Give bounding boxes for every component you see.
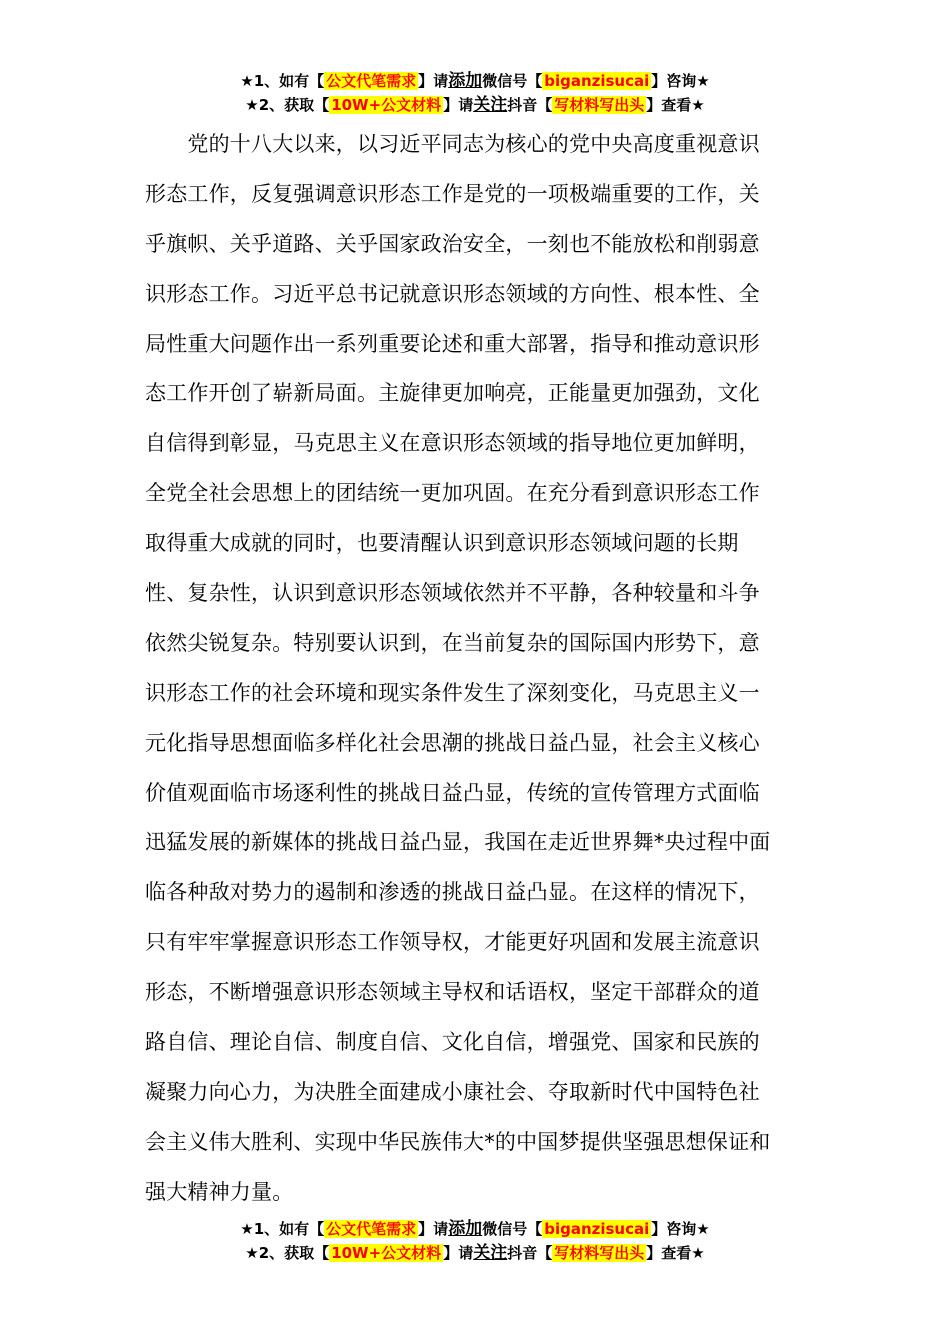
- wechat-id-highlight: biganzisucai: [544, 1220, 650, 1238]
- star-icon: ★: [240, 1220, 254, 1238]
- body-text-line: 元化指导思想面临多样化社会思潮的挑战日益凸显，社会主义核心: [145, 730, 760, 755]
- promo-text: 】请: [443, 1244, 474, 1262]
- promo-highlight: 公文代笔需求: [326, 72, 417, 90]
- document-body: [145, 120, 805, 1218]
- promo-text: 】请: [443, 96, 474, 114]
- promo-line-wechat: [0, 1219, 950, 1239]
- body-text-line: 强大精神力量。: [145, 1179, 294, 1204]
- promo-text: 抖音【: [507, 96, 553, 114]
- body-text-line: 性、复杂性，认识到意识形态领域依然并不平静，各种较量和斗争: [145, 581, 760, 606]
- douyin-account-highlight: 写材料写出头: [554, 1244, 645, 1262]
- promo-highlight: 公文代笔需求: [326, 1220, 417, 1238]
- promo-text: 】请: [418, 72, 449, 90]
- body-text-line: 会主义伟大胜利、实现中华民族伟大*的中国梦提供坚强思想保证和: [145, 1129, 771, 1154]
- promo-text: 】请: [418, 1220, 449, 1238]
- promo-text: 】咨询: [651, 72, 697, 90]
- douyin-account-highlight: 写材料写出头: [554, 96, 645, 114]
- promo-line-douyin: [0, 1243, 950, 1263]
- body-text-line: 乎旗帜、关乎道路、关乎国家政治安全，一刻也不能放松和削弱意: [145, 231, 760, 256]
- star-icon: ★: [240, 72, 254, 90]
- body-text-line: 临各种敌对势力的遏制和渗透的挑战日益凸显。在这样的情况下，: [145, 880, 760, 905]
- promo-emphasis: 关注: [473, 1243, 508, 1263]
- body-text-line: 形态，不断增强意识形态领域主导权和话语权，坚定干部群众的道: [145, 980, 760, 1005]
- promo-highlight: 10W+公文材料: [331, 96, 442, 114]
- body-text-line: 依然尖锐复杂。特别要认识到，在当前复杂的国际国内形势下，意: [145, 630, 760, 655]
- promo-text: 】查看: [646, 96, 692, 114]
- body-text-line: 党的十八大以来，以习近平同志为核心的党中央高度重视意识: [145, 132, 760, 156]
- star-icon: ★: [691, 1244, 705, 1262]
- promo-text: 2、获取【: [258, 96, 330, 114]
- promo-text: 2、获取【: [258, 1244, 330, 1262]
- body-text-line: 价值观面临市场逐利性的挑战日益凸显，传统的宣传管理方式面临: [145, 780, 760, 805]
- body-text-line: 路自信、理论自信、制度自信、文化自信，增强党、国家和民族的: [145, 1030, 760, 1055]
- body-text-line: 全党全社会思想上的团结统一更加巩固。在充分看到意识形态工作: [145, 481, 760, 506]
- star-icon: ★: [696, 72, 710, 90]
- promo-emphasis: 添加: [448, 1219, 483, 1239]
- wechat-id-highlight: biganzisucai: [544, 72, 650, 90]
- body-text-line: 识形态工作。习近平总书记就意识形态领域的方向性、根本性、全: [145, 281, 760, 306]
- promo-text: 】查看: [646, 1244, 692, 1262]
- promo-text: 1、如有【: [253, 72, 325, 90]
- promo-line-douyin: [0, 95, 950, 115]
- body-text-line: 态工作开创了崭新局面。主旋律更加响亮，正能量更加强劲，文化: [145, 381, 760, 406]
- promo-text: 抖音【: [507, 1244, 553, 1262]
- body-text-line: 凝聚力向心力，为决胜全面建成小康社会、夺取新时代中国特色社: [145, 1079, 760, 1104]
- promo-emphasis: 添加: [448, 71, 483, 91]
- star-icon: ★: [696, 1220, 710, 1238]
- promo-emphasis: 关注: [473, 95, 508, 115]
- promo-text: 微信号【: [482, 1220, 543, 1238]
- promo-text: 1、如有【: [253, 1220, 325, 1238]
- body-text-line: 局性重大问题作出一系列重要论述和重大部署，指导和推动意识形: [145, 331, 760, 356]
- body-text-line: 形态工作，反复强调意识形态工作是党的一项极端重要的工作，关: [145, 181, 760, 206]
- promo-text: 】咨询: [651, 1220, 697, 1238]
- body-text-line: 自信得到彰显，马克思主义在意识形态领域的指导地位更加鲜明，: [145, 431, 760, 456]
- promo-line-wechat: [0, 71, 950, 91]
- star-icon: ★: [245, 96, 259, 114]
- body-text-line: 迅猛发展的新媒体的挑战日益凸显，我国在走近世界舞*央过程中面: [145, 830, 771, 855]
- promo-highlight: 10W+公文材料: [331, 1244, 442, 1262]
- promo-text: 微信号【: [482, 72, 543, 90]
- body-text-line: 只有牢牢掌握意识形态工作领导权，才能更好巩固和发展主流意识: [145, 930, 760, 955]
- star-icon: ★: [245, 1244, 259, 1262]
- body-text-line: 识形态工作的社会环境和现实条件发生了深刻变化，马克思主义一: [145, 680, 760, 705]
- star-icon: ★: [691, 96, 705, 114]
- body-text-line: 取得重大成就的同时，也要清醒认识到意识形态领域问题的长期: [145, 531, 739, 556]
